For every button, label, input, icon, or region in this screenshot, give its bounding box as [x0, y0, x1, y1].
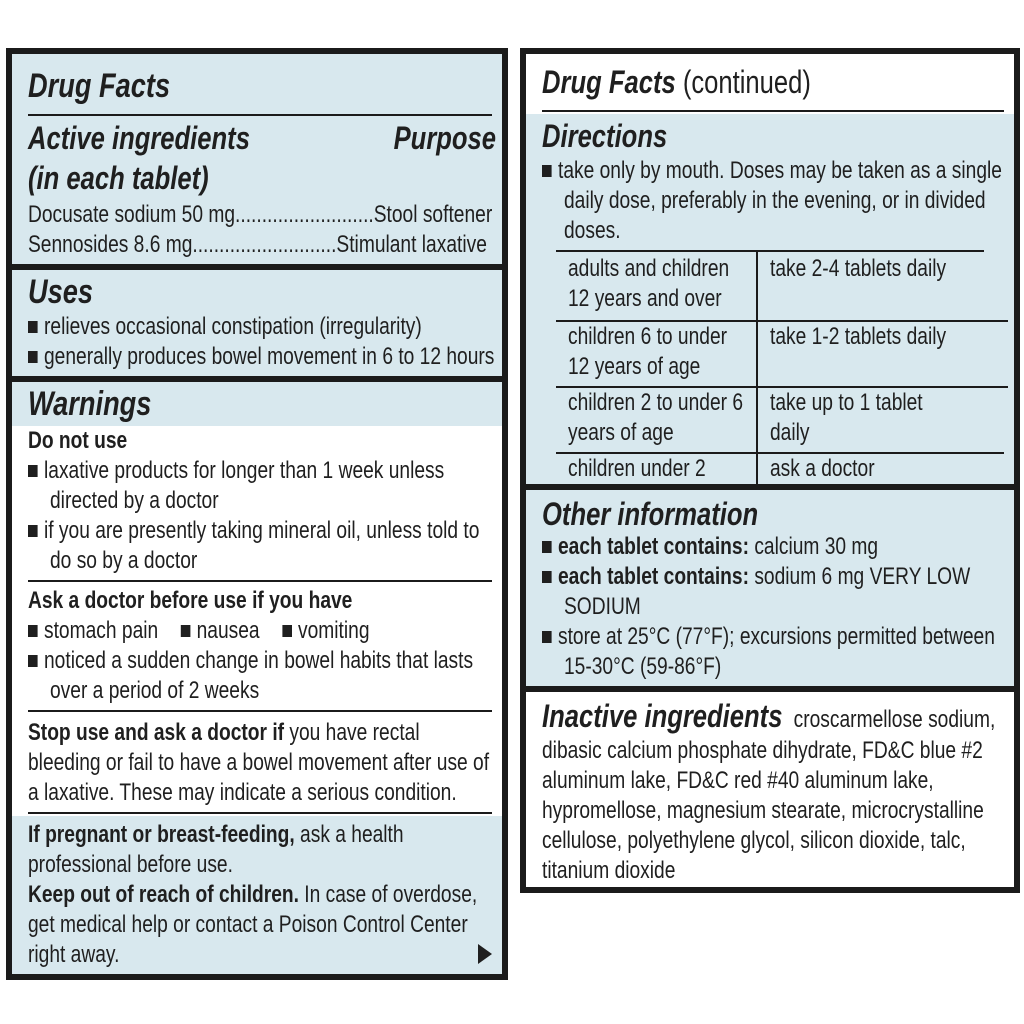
- title-divider: [542, 110, 1004, 112]
- warning-item-continued: directed by a doctor: [50, 487, 219, 514]
- inactive-ingredients-heading-line: Inactive ingredients croscarmellose sodium,: [542, 698, 996, 734]
- table-cell-age: years of age: [568, 419, 674, 446]
- drug-facts-continued-title: Drug Facts (continued): [542, 64, 811, 100]
- table-cell-age: children under 2: [568, 455, 706, 482]
- keep-out-text: get medical help or contact a Poison Control Center: [28, 911, 468, 938]
- other-information-heading: Other information: [542, 496, 759, 532]
- other-info-item: each tablet contains: sodium 6 mg VERY LOW: [542, 562, 1020, 592]
- table-cell-dose: ask a doctor: [770, 455, 875, 482]
- table-cell-dose: take up to 1 tablet: [770, 389, 923, 416]
- directions-text: daily dose, preferably in the evening, or in divided: [564, 187, 986, 214]
- table-cell-dose: take 2-4 tablets daily: [770, 255, 947, 282]
- active-ingredients-subheading: (in each tablet): [28, 160, 209, 196]
- pregnant-text: professional before use.: [28, 851, 233, 878]
- ingredient-row: Sennosides 8.6 mg...........................Stimulant laxative: [28, 231, 487, 258]
- active-ingredients-heading: Active ingredients: [28, 120, 250, 156]
- inactive-ingredients-text: dibasic calcium phosphate dihydrate, FD&C blue #2: [542, 737, 983, 764]
- inactive-ingredients-text: titanium dioxide: [542, 857, 676, 884]
- other-info-item: store at 25°C (77°F); excursions permitted between: [542, 622, 1020, 652]
- table-cell-age: 12 years of age: [568, 353, 701, 380]
- drug-facts-panel: [6, 48, 508, 980]
- other-info-item-continued: SODIUM: [564, 593, 641, 620]
- do-not-use-heading: Do not use: [28, 427, 128, 454]
- table-cell-age: children 6 to under: [568, 323, 728, 350]
- table-cell-age: 12 years and over: [568, 285, 722, 312]
- warnings-heading: Warnings: [28, 385, 152, 423]
- bullet-square-icon: [542, 631, 552, 643]
- inactive-ingredients-text: hypromellose, magnesium stearate, microcrystalline: [542, 797, 984, 824]
- inactive-ingredients-text: cellulose, polyethylene glycol, silicon dioxide, talc,: [542, 827, 966, 854]
- bullet-square-icon: [28, 525, 38, 537]
- stop-use-text: bleeding or fail to have a bowel movement after use of: [28, 749, 490, 776]
- table-cell-age: children 2 to under 6: [568, 389, 744, 416]
- uses-item: relieves occasional constipation (irregularity): [28, 312, 508, 342]
- bullet-square-icon: [28, 351, 38, 363]
- pregnant-text: If pregnant or breast-feeding, ask a health: [28, 821, 404, 848]
- ask-doctor-heading: Ask a doctor before use if you have: [28, 587, 353, 614]
- bullet-square-icon: [28, 321, 38, 333]
- directions-text: take only by mouth. Doses may be taken as a single: [542, 156, 1020, 186]
- title-divider: [28, 114, 492, 116]
- subsection-divider: [28, 812, 492, 814]
- table-cell-dose: take 1-2 tablets daily: [770, 323, 947, 350]
- warning-item: if you are presently taking mineral oil, unless told to: [28, 516, 508, 546]
- drug-facts-continued-panel: [520, 48, 1020, 893]
- ingredient-row: Docusate sodium 50 mg..........................Stool softener: [28, 201, 493, 228]
- table-rule: [556, 250, 984, 252]
- keep-out-text: right away.: [28, 941, 120, 968]
- warning-item-continued: do so by a doctor: [50, 547, 198, 574]
- stop-use-text: a laxative. These may indicate a serious condition.: [28, 779, 457, 806]
- bullet-square-icon: [28, 465, 38, 477]
- bullet-square-icon: [542, 541, 552, 553]
- uses-item: generally produces bowel movement in 6 to 12 hours: [28, 342, 508, 372]
- symptom-list: stomach pain nausea vomiting: [28, 616, 455, 646]
- continue-arrow-icon: [478, 944, 492, 964]
- purpose-heading: Purpose: [393, 120, 496, 156]
- warning-item: laxative products for longer than 1 week unless: [28, 456, 508, 486]
- table-cell-age: adults and children: [568, 255, 730, 282]
- section-divider: [526, 484, 1014, 490]
- warning-item-continued: over a period of 2 weeks: [50, 677, 260, 704]
- stop-use-text: Stop use and ask a doctor if you have rectal: [28, 719, 420, 746]
- directions-heading: Directions: [542, 118, 668, 154]
- drug-facts-title: Drug Facts: [28, 67, 171, 105]
- directions-text: doses.: [564, 217, 621, 244]
- uses-heading: Uses: [28, 273, 94, 311]
- inactive-ingredients-text: aluminum lake, FD&C red #40 aluminum lake,: [542, 767, 934, 794]
- subsection-divider: [28, 580, 492, 582]
- warning-item: noticed a sudden change in bowel habits that lasts: [28, 646, 508, 676]
- bullet-square-icon: [542, 571, 552, 583]
- bullet-square-icon: [282, 625, 292, 637]
- table-cell-dose: daily: [770, 419, 810, 446]
- section-divider: [12, 264, 502, 270]
- bullet-square-icon: [28, 655, 38, 667]
- keep-out-text: Keep out of reach of children. In case of overdose,: [28, 881, 478, 908]
- subsection-divider: [28, 710, 492, 712]
- other-info-item-continued: 15-30°C (59-86°F): [564, 653, 722, 680]
- other-info-item: each tablet contains: calcium 30 mg: [542, 532, 962, 562]
- bullet-square-icon: [542, 165, 552, 177]
- bullet-square-icon: [181, 625, 191, 637]
- bullet-square-icon: [28, 625, 38, 637]
